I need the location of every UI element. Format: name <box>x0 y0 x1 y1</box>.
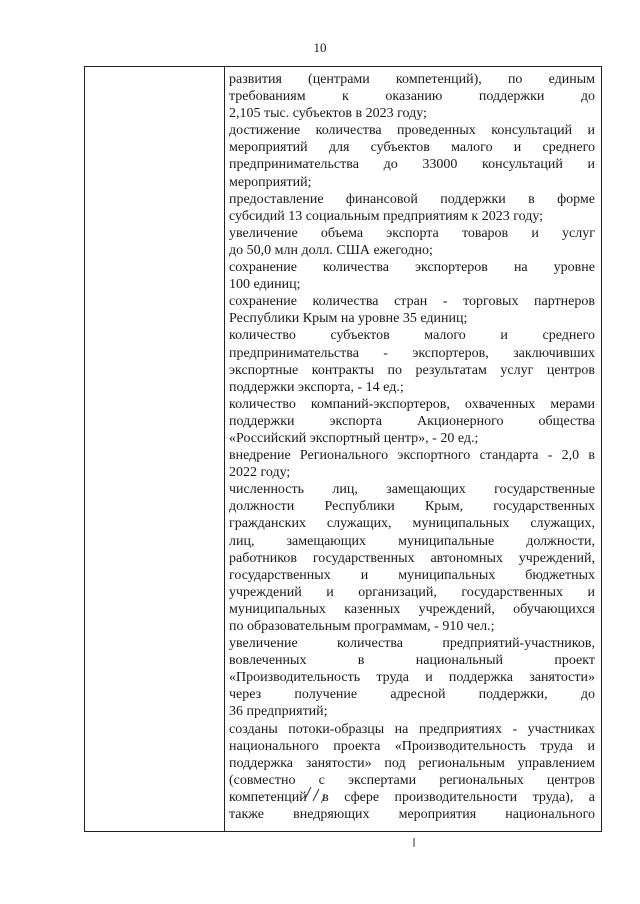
pen-tick-mark <box>410 838 418 848</box>
text-line: мероприятий для субъектов малого и среднего <box>229 140 595 156</box>
text-line: муниципальных казенных учреждений, обучающихся <box>229 601 595 617</box>
text-line: численность лиц, замещающих государственные <box>229 482 595 498</box>
text-line: предпринимательства - экспортеров, заключивших <box>229 345 595 361</box>
text-line: субсидий 13 социальным предприятиям к 2023 году; <box>229 208 544 224</box>
text-line: 100 единиц; <box>229 277 301 293</box>
text-line: компетенций в сфере производительности труда), а <box>229 789 595 805</box>
text-line: учреждений и организаций, государственных и <box>229 584 595 600</box>
text-line: лиц, замещающих муниципальные должности, <box>229 533 595 549</box>
text-line: достижение количества проведенных консультаций и <box>229 123 595 139</box>
text-line: количество субъектов малого и среднего <box>229 328 595 344</box>
text-line: по образовательным программам, - 910 чел.; <box>229 619 495 634</box>
text-line: увеличение количества предприятий-участников, <box>229 636 595 652</box>
text-line: также внедряющих мероприятия национального <box>229 807 595 823</box>
text-line: 36 предприятий; <box>229 704 328 720</box>
text-line: внедрение Регионального экспортного стандарта - 2,0 в <box>229 448 595 464</box>
text-line: поддержки экспорта, - 14 ед.; <box>229 379 404 395</box>
text-line: сохранение количества стран - торговых партнеров <box>229 294 595 310</box>
table-left-column <box>85 67 225 831</box>
text-line: через получение адресной поддержки, до <box>229 687 595 703</box>
text-line: экспортные контракты по результатам услуг центров <box>229 362 595 378</box>
text-line: «Российский экспортный центр», - 20 ед.; <box>229 430 479 446</box>
text-line: Республики Крым на уровне 35 единиц; <box>229 311 468 327</box>
text-line: национального проекта «Производительность труда и <box>229 738 595 754</box>
text-line: до 50,0 млн долл. США ежегодно; <box>229 242 433 258</box>
pen-mark-scribble <box>301 783 329 805</box>
text-line: мероприятий; <box>229 174 312 190</box>
text-line: количество компаний-экспортеров, охваченных мерами <box>229 396 595 412</box>
text-line: сохранение количества экспортеров на уровне <box>229 260 595 276</box>
text-line: поддержки экспорта Акционерного общества <box>229 413 595 429</box>
text-line: предоставление финансовой поддержки в форме <box>229 191 595 207</box>
text-line: развития (центрами компетенций), по единым <box>229 72 595 87</box>
text-line: (совместно с экспертами региональных центров <box>229 772 595 788</box>
text-line: гражданских служащих, муниципальных служащих, <box>229 516 595 532</box>
text-line: созданы потоки-образцы на предприятиях - участниках <box>229 721 595 737</box>
text-line: предпринимательства до 33000 консультаций и <box>229 157 595 173</box>
text-line: увеличение объема экспорта товаров и услуг <box>229 225 595 241</box>
text-line: требованиям к оказанию поддержки до <box>229 89 595 105</box>
document-table <box>84 66 602 832</box>
text-line: государственных и муниципальных бюджетных <box>229 567 595 583</box>
text-line: «Производительность труда и поддержка занятости» <box>229 670 595 686</box>
text-line: 2,105 тыс. субъектов в 2023 году; <box>229 106 427 122</box>
text-line: 2022 году; <box>229 465 291 481</box>
table-right-column <box>225 67 601 831</box>
page-number: 10 <box>313 40 327 55</box>
text-line: вовлеченных в национальный проект <box>229 653 595 669</box>
text-line: поддержка занятости» под региональным управлением <box>229 755 595 771</box>
text-line: должности Республики Крым, государственных <box>229 499 595 515</box>
text-line: работников государственных автономных учреждений, <box>229 550 595 566</box>
